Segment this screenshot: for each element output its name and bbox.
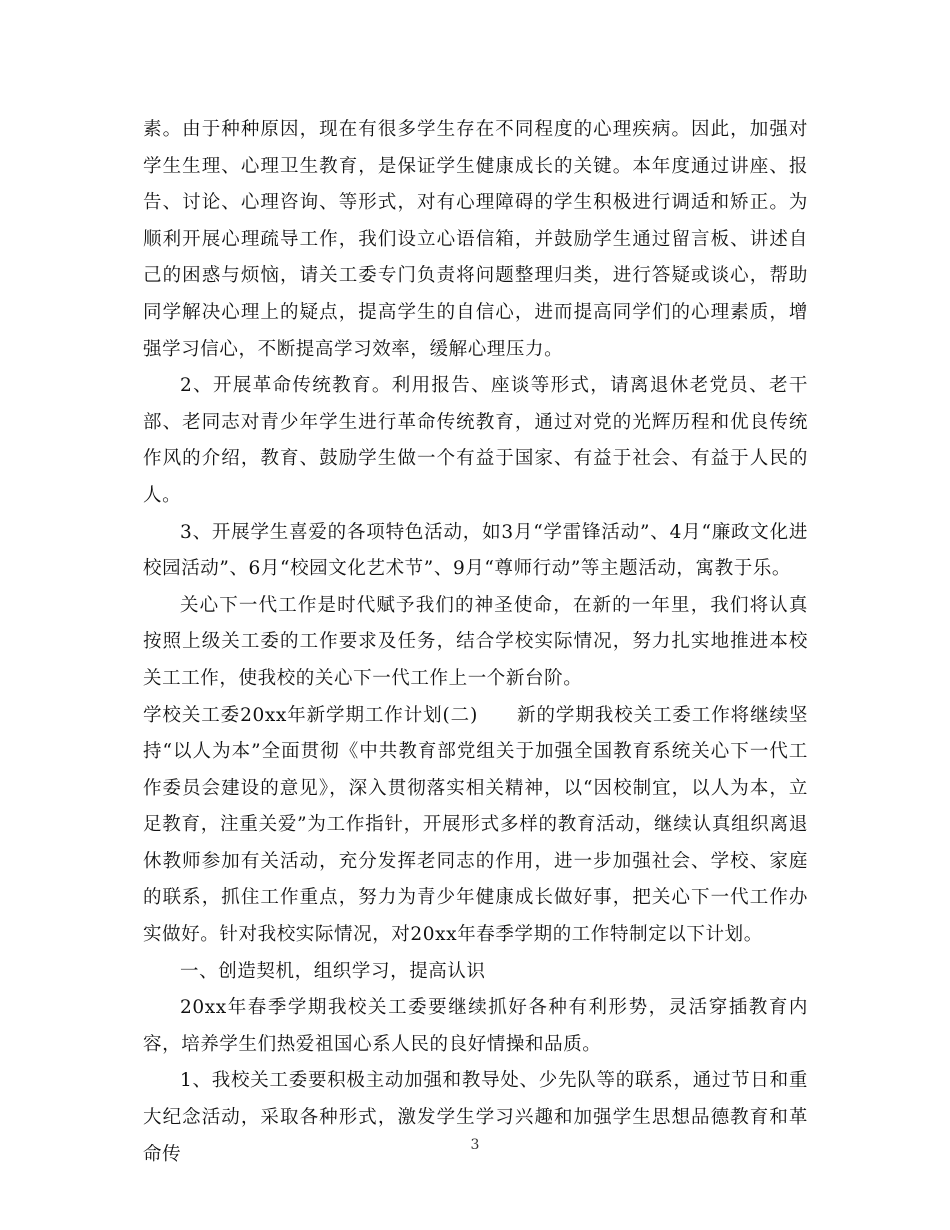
paragraph-revolution-tradition: 2、开展革命传统教育。利用报告、座谈等形式，请离退休老党员、老干部、老同志对青少年学生进行革命传统教育，通过对党的光辉历程和优良传统作风的介绍，教育、鼓励学生做一个有益于国家、有益于社会、有益于人民的人。 (143, 375, 808, 506)
paragraph-special-activities: 3、开展学生喜爱的各项特色活动，如3月“学雷锋活动”、4月“廉政文化进校园活动”、6月“校园文化艺术节”、9月“尊师行动”等主题活动，寓教于乐。 (143, 521, 808, 580)
document-body (143, 112, 808, 1173)
paragraph-conclusion: 关心下一代工作是时代赋予我们的神圣使命，在新的一年里，我们将认真按照上级关工委的工作要求及任务，结合学校实际情况，努力扎实地推进本校关工工作，使我校的关心下一代工作上一个新台阶。 (143, 594, 808, 689)
page-number: 3 (470, 1137, 480, 1153)
paragraph-spring-semester: 20xx年春季学期我校关工委要继续抓好各种有利形势，灵活穿插教育内容，培养学生们热爱祖国心系人民的良好情操和品质。 (143, 997, 808, 1055)
section-heading-one: 一、创造契机，组织学习，提高认识 (180, 960, 486, 982)
paragraph-plan-two-intro: 学校关工委20xx年新学期工作计划(二) 新的学期我校关工委工作将继续坚持“以人为本”全面贯彻《中共教育部党组关于加强全国教育系统关心下一代工作委员会建设的意见》，深入贯彻落实相关精神，以“因校制宜，以人为本，立足教育，注重关爱”为工作指针，开展形式多样的教育活动，继续认真组织离退休教师参加有关活动，充分发挥老同志的作用，进一步加强社会、学校、家庭的联系，抓住工作重点，努力为青少年健康成长做好事，把关心下一代工作办实做好。针对我校实际情况，对20xx年春季学期的工作特制定以下计划。 (143, 704, 808, 946)
paragraph-psychology: 素。由于种种原因，现在有很多学生存在不同程度的心理疾病。因此，加强对学生生理、心理卫生教育，是保证学生健康成长的关键。本年度通过讲座、报告、讨论、心理咨询、等形式，对有心理障碍的学生积极进行调适和矫正。为顺利开展心理疏导工作，我们设立心语信箱，并鼓励学生通过留言板、讲述自己的困惑与烦恼，请关工委专门负责将问题整理归类，进行答疑或谈心，帮助同学解决心理上的疑点，提高学生的自信心，进而提高同学们的心理素质，增强学习信心，不断提高学习效率，缓解心理压力。 (143, 119, 808, 360)
paragraph-item-one: 1、我校关工委要积极主动加强和教导处、少先队等的联系，通过节日和重大纪念活动，采取各种形式，激发学生学习兴趣和加强学生思想品德教育和革命传 (143, 1070, 808, 1165)
